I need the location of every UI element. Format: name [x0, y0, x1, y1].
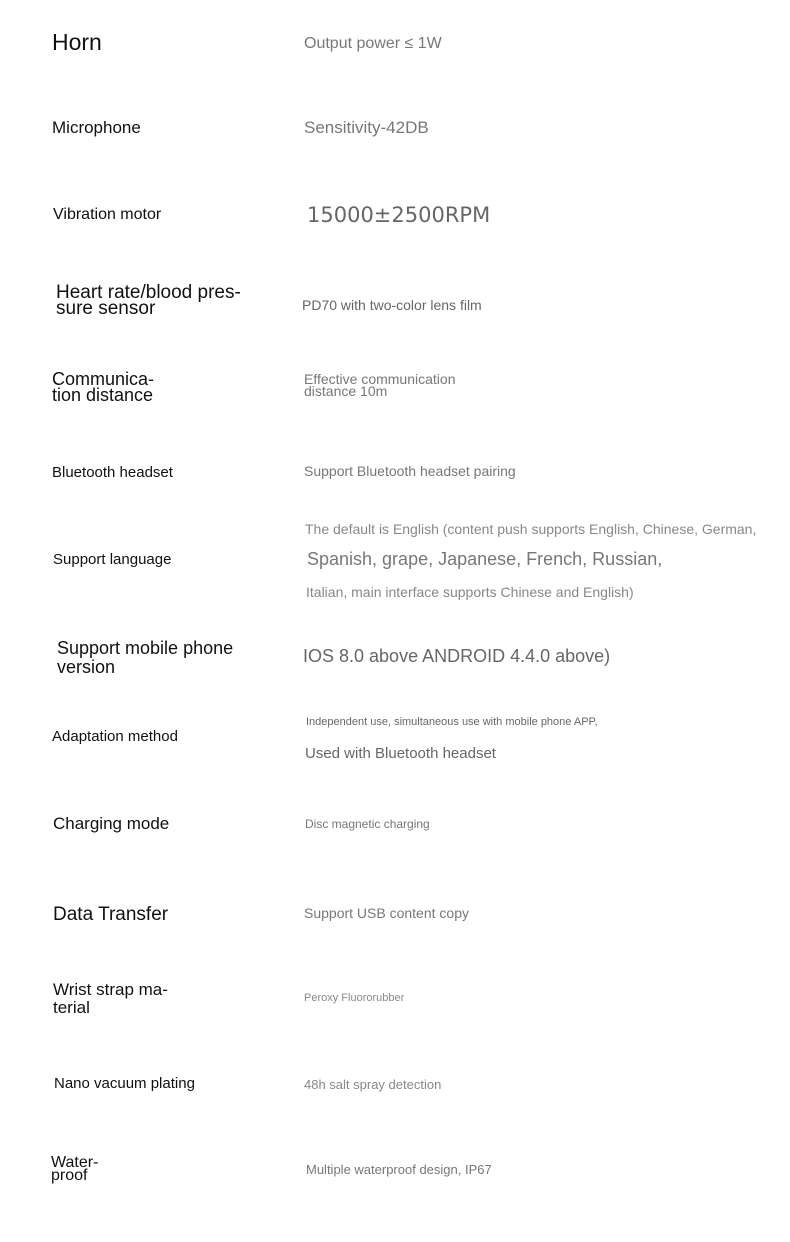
spec-label-communication-distance [52, 371, 154, 403]
spec-label-adaptation-method: Adaptation method [52, 728, 178, 745]
spec-value-horn: Output power ≤ 1W [304, 35, 442, 52]
spec-value-line: Effective communication [304, 371, 456, 387]
spec-label-bluetooth-headset: Bluetooth headset [52, 464, 173, 481]
spec-value-phone-version: IOS 8.0 above ANDROID 4.4.0 above) [303, 646, 611, 666]
spec-label-line: Water- [51, 1154, 99, 1171]
spec-label-line: Communica- [52, 369, 155, 389]
spec-label-horn: Horn [52, 29, 102, 55]
spec-label-line: sure sensor [56, 298, 156, 319]
spec-value-data-transfer: Support USB content copy [304, 905, 469, 921]
spec-label-line: proof [51, 1167, 88, 1184]
spec-value-microphone: Sensitivity-42DB [304, 118, 429, 137]
spec-label-line: version [57, 657, 116, 677]
spec-label-data-transfer: Data Transfer [53, 904, 169, 925]
spec-label-phone-version [57, 639, 233, 677]
spec-value-strap-material: Peroxy Fluororubber [304, 992, 405, 1004]
spec-label-waterproof [51, 1156, 98, 1182]
spec-label-heart-rate-sensor [56, 282, 241, 319]
spec-label-vibration-motor: Vibration motor [53, 206, 162, 223]
spec-value-communication-distance [304, 373, 455, 397]
spec-label-nano-plating: Nano vacuum plating [54, 1075, 195, 1092]
spec-value-vibration-motor: 15000±2500RPM [307, 203, 491, 227]
spec-label-line: Wrist strap ma- [53, 980, 168, 999]
spec-value-adaptation-line: Used with Bluetooth headset [305, 745, 496, 762]
spec-label-strap-material [53, 981, 168, 1017]
spec-value-line: distance 10m [304, 383, 388, 399]
spec-value-charging-mode: Disc magnetic charging [305, 817, 430, 831]
spec-value-waterproof: Multiple waterproof design, IP67 [306, 1162, 492, 1177]
spec-label-support-language: Support language [53, 551, 172, 568]
spec-label-charging-mode: Charging mode [53, 814, 170, 833]
spec-value-language-line: Italian, main interface supports Chinese and English) [306, 584, 634, 600]
spec-value-adaptation-line: Independent use, simultaneous use with mobile phone APP, [306, 716, 598, 728]
spec-label-line: Heart rate/blood pres- [56, 282, 241, 303]
spec-value-language-line: Spanish, grape, Japanese, French, Russian, [307, 549, 663, 569]
spec-value-nano-plating: 48h salt spray detection [304, 1077, 442, 1092]
spec-value-heart-rate-sensor: PD70 with two-color lens film [302, 297, 482, 313]
spec-value-bluetooth-headset: Support Bluetooth headset pairing [304, 463, 516, 479]
spec-value-language-line: The default is English (content push supports English, Chinese, German, [305, 521, 757, 537]
spec-label-line: Support mobile phone [57, 638, 234, 658]
spec-label-line: terial [53, 998, 90, 1017]
spec-label-microphone: Microphone [52, 118, 141, 137]
spec-label-line: tion distance [52, 385, 154, 405]
